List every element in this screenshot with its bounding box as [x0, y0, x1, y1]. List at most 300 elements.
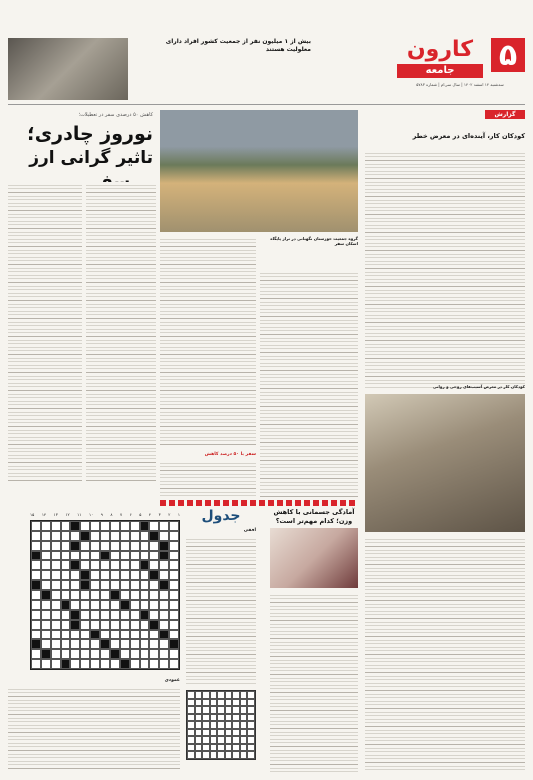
sudoku-cell[interactable]: [225, 751, 233, 759]
sudoku-cell[interactable]: [247, 691, 255, 699]
crossword-cell[interactable]: [100, 590, 110, 600]
sudoku-cell[interactable]: [187, 744, 195, 752]
crossword-cell[interactable]: [51, 610, 61, 620]
crossword-cell[interactable]: [51, 560, 61, 570]
crossword-cell[interactable]: [51, 570, 61, 580]
crossword-cell[interactable]: [100, 610, 110, 620]
sudoku-cell[interactable]: [232, 751, 240, 759]
issue-line: سه‌شنبه ۱۴ اسفند ۱۴۰۲ | سال سی‌ام | شماره ۵۷۸۳: [416, 82, 504, 87]
crossword-cell[interactable]: [149, 659, 159, 669]
sudoku-cell[interactable]: [187, 721, 195, 729]
crossword-cell[interactable]: [70, 659, 80, 669]
sudoku-cell[interactable]: [195, 714, 203, 722]
crossword-cell[interactable]: [61, 620, 71, 630]
crossword-cell[interactable]: [51, 620, 61, 630]
crossword-cell[interactable]: [130, 630, 140, 640]
crossword-cell[interactable]: [80, 630, 90, 640]
crossword-cell[interactable]: [110, 659, 120, 669]
crossword-cell[interactable]: [61, 590, 71, 600]
sudoku-cell[interactable]: [195, 721, 203, 729]
sudoku-cell[interactable]: [247, 721, 255, 729]
sudoku-cell[interactable]: [217, 699, 225, 707]
crossword-cell[interactable]: [100, 600, 110, 610]
crossword-cell[interactable]: [100, 560, 110, 570]
sudoku-cell[interactable]: [217, 744, 225, 752]
crossword-block: [169, 639, 179, 649]
sudoku-cell[interactable]: [240, 714, 248, 722]
sudoku-cell[interactable]: [240, 736, 248, 744]
crossword-cell[interactable]: [149, 521, 159, 531]
sudoku-cell[interactable]: [247, 744, 255, 752]
sudoku-cell[interactable]: [225, 714, 233, 722]
crossword-cell[interactable]: [80, 610, 90, 620]
crossword-cell[interactable]: [159, 521, 169, 531]
sudoku-cell[interactable]: [240, 699, 248, 707]
crossword-cell[interactable]: [130, 590, 140, 600]
crossword-cell[interactable]: [120, 590, 130, 600]
sudoku-cell[interactable]: [195, 729, 203, 737]
sudoku-cell[interactable]: [232, 699, 240, 707]
sudoku-cell[interactable]: [247, 699, 255, 707]
sudoku-cell[interactable]: [232, 706, 240, 714]
crossword-cell[interactable]: [110, 580, 120, 590]
crossword-cell[interactable]: [90, 649, 100, 659]
crossword-block: [140, 610, 150, 620]
sudoku-cell[interactable]: [240, 691, 248, 699]
crossword-cell[interactable]: [100, 580, 110, 590]
crossword-cell[interactable]: [31, 649, 41, 659]
crossword-cell[interactable]: [80, 600, 90, 610]
sudoku-cell[interactable]: [247, 729, 255, 737]
crossword-block: [61, 659, 71, 669]
crossword-cell[interactable]: [120, 620, 130, 630]
crossword-cell[interactable]: [51, 580, 61, 590]
sudoku-cell[interactable]: [217, 729, 225, 737]
sudoku-cell[interactable]: [202, 751, 210, 759]
sudoku-cell[interactable]: [210, 744, 218, 752]
crossword-cell[interactable]: [41, 610, 51, 620]
crossword-block: [149, 620, 159, 630]
crossword-cell[interactable]: [100, 541, 110, 551]
crossword-cell[interactable]: [80, 541, 90, 551]
crossword-cell[interactable]: [110, 560, 120, 570]
crossword-cell[interactable]: [70, 590, 80, 600]
sudoku-cell[interactable]: [240, 751, 248, 759]
sudoku-cell[interactable]: [210, 714, 218, 722]
crossword-cell[interactable]: [100, 620, 110, 630]
sudoku-cell[interactable]: [210, 699, 218, 707]
crossword-cell[interactable]: [51, 541, 61, 551]
crossword-cell[interactable]: [140, 551, 150, 561]
crossword-cell[interactable]: [61, 521, 71, 531]
crossword-cell[interactable]: [159, 570, 169, 580]
crossword-cell[interactable]: [70, 531, 80, 541]
sudoku-cell[interactable]: [187, 706, 195, 714]
sudoku-cell[interactable]: [232, 691, 240, 699]
crossword-cell[interactable]: [110, 630, 120, 640]
crossword-cell[interactable]: [100, 630, 110, 640]
crossword-cell[interactable]: [149, 610, 159, 620]
sudoku-cell[interactable]: [225, 691, 233, 699]
crossword-cell[interactable]: [80, 521, 90, 531]
sudoku-cell[interactable]: [217, 736, 225, 744]
crossword-cell[interactable]: [169, 560, 179, 570]
crossword-cell[interactable]: [31, 541, 41, 551]
crossword-cell[interactable]: [80, 659, 90, 669]
crossword-cell[interactable]: [140, 639, 150, 649]
sudoku-cell[interactable]: [232, 736, 240, 744]
crossword-block: [80, 531, 90, 541]
crossword-cell[interactable]: [31, 590, 41, 600]
crossword-cell[interactable]: [110, 639, 120, 649]
crossword-cell[interactable]: [61, 531, 71, 541]
crossword-cell[interactable]: [130, 570, 140, 580]
crossword-cell[interactable]: [31, 521, 41, 531]
crossword-cell[interactable]: [169, 630, 179, 640]
side-story-body: [270, 592, 358, 772]
sudoku-cell[interactable]: [247, 736, 255, 744]
crossword-cell[interactable]: [169, 531, 179, 541]
crossword-cell[interactable]: [130, 600, 140, 610]
crossword-cell[interactable]: [130, 620, 140, 630]
side-story-banner: [160, 500, 358, 506]
sudoku-cell[interactable]: [247, 714, 255, 722]
sudoku-cell[interactable]: [187, 736, 195, 744]
top-story-body: [141, 50, 311, 100]
sudoku-cell[interactable]: [247, 751, 255, 759]
crossword-cell[interactable]: [110, 521, 120, 531]
crossword-cell[interactable]: [120, 570, 130, 580]
sudoku-cell[interactable]: [195, 736, 203, 744]
crossword-cell[interactable]: [100, 531, 110, 541]
crossword-cell[interactable]: [110, 531, 120, 541]
crossword-cell[interactable]: [149, 580, 159, 590]
crossword-cell[interactable]: [169, 620, 179, 630]
crossword-cell[interactable]: [110, 570, 120, 580]
crossword-cell[interactable]: [70, 639, 80, 649]
crossword-across-label: افقی: [243, 528, 256, 533]
sudoku-cell[interactable]: [187, 691, 195, 699]
sudoku-cell[interactable]: [202, 744, 210, 752]
crossword-cell[interactable]: [90, 531, 100, 541]
crossword-cell[interactable]: [51, 659, 61, 669]
crossword-cell[interactable]: [70, 570, 80, 580]
sudoku-cell[interactable]: [202, 736, 210, 744]
crossword-cell[interactable]: [31, 531, 41, 541]
sudoku-cell[interactable]: [195, 691, 203, 699]
crossword-cell[interactable]: [130, 560, 140, 570]
crossword-cell[interactable]: [120, 639, 130, 649]
sudoku-cell[interactable]: [195, 706, 203, 714]
sudoku-cell[interactable]: [202, 721, 210, 729]
crossword-cell[interactable]: [149, 639, 159, 649]
crossword-cell[interactable]: [159, 590, 169, 600]
sudoku-cell[interactable]: [210, 729, 218, 737]
crossword-cell[interactable]: [90, 580, 100, 590]
crossword-cell[interactable]: [41, 580, 51, 590]
crossword-cell[interactable]: [31, 560, 41, 570]
crossword-cell[interactable]: [130, 551, 140, 561]
sudoku-cell[interactable]: [210, 706, 218, 714]
crossword-cell[interactable]: [31, 620, 41, 630]
sudoku-cell[interactable]: [225, 729, 233, 737]
crossword-cell[interactable]: [80, 560, 90, 570]
crossword-cell[interactable]: [100, 521, 110, 531]
crossword-cell[interactable]: [149, 541, 159, 551]
crossword-cell[interactable]: [70, 551, 80, 561]
crossword-cell[interactable]: [31, 659, 41, 669]
crossword-cell[interactable]: [110, 551, 120, 561]
crossword-cell[interactable]: [51, 649, 61, 659]
crossword-cell[interactable]: [130, 541, 140, 551]
crossword-cell[interactable]: [110, 541, 120, 551]
crossword-cell[interactable]: [51, 639, 61, 649]
crossword-cell[interactable]: [61, 541, 71, 551]
crossword-cell[interactable]: [70, 630, 80, 640]
crossword-block: [80, 580, 90, 590]
crossword-block: [80, 570, 90, 580]
sudoku-cell[interactable]: [247, 706, 255, 714]
crossword-block: [159, 541, 169, 551]
crossword-cell[interactable]: [169, 610, 179, 620]
crossword-column-number: ۹: [100, 512, 103, 517]
crossword-cell[interactable]: [149, 649, 159, 659]
crossword-cell[interactable]: [80, 590, 90, 600]
crossword-cell[interactable]: [80, 649, 90, 659]
sudoku-cell[interactable]: [232, 729, 240, 737]
sudoku-cell[interactable]: [202, 706, 210, 714]
crossword-grid[interactable]: [30, 520, 180, 670]
crossword-block: [159, 630, 169, 640]
crossword-title: جدول: [201, 508, 241, 524]
crossword-cell[interactable]: [41, 541, 51, 551]
sudoku-cell[interactable]: [232, 744, 240, 752]
crossword-cell[interactable]: [140, 620, 150, 630]
crossword-cell[interactable]: [120, 610, 130, 620]
sudoku-grid[interactable]: [186, 690, 256, 760]
sudoku-cell[interactable]: [202, 714, 210, 722]
crossword-cell[interactable]: [41, 551, 51, 561]
crossword-cell[interactable]: [149, 630, 159, 640]
crossword-cell[interactable]: [70, 580, 80, 590]
crossword-cell[interactable]: [41, 659, 51, 669]
crossword-cell[interactable]: [41, 630, 51, 640]
crossword-cell[interactable]: [41, 521, 51, 531]
crossword-block: [90, 630, 100, 640]
crossword-cell[interactable]: [51, 551, 61, 561]
crossword-cell[interactable]: [120, 521, 130, 531]
crossword-cell[interactable]: [169, 551, 179, 561]
sudoku-cell[interactable]: [187, 714, 195, 722]
crossword-cell[interactable]: [90, 521, 100, 531]
crossword-cell[interactable]: [31, 610, 41, 620]
crossword-cell[interactable]: [159, 649, 169, 659]
crossword-cell[interactable]: [31, 570, 41, 580]
crossword-block: [120, 600, 130, 610]
crossword-cell[interactable]: [120, 580, 130, 590]
crossword-cell[interactable]: [80, 639, 90, 649]
crossword-cell[interactable]: [80, 551, 90, 561]
crossword-cell[interactable]: [140, 600, 150, 610]
sudoku-cell[interactable]: [217, 706, 225, 714]
crossword-cell[interactable]: [90, 600, 100, 610]
crossword-cell[interactable]: [140, 630, 150, 640]
crossword-cell[interactable]: [41, 620, 51, 630]
crossword-cell[interactable]: [90, 590, 100, 600]
crossword-cell[interactable]: [61, 639, 71, 649]
crossword-cell[interactable]: [120, 541, 130, 551]
sudoku-cell[interactable]: [225, 744, 233, 752]
crossword-cell[interactable]: [120, 560, 130, 570]
crossword-cell[interactable]: [100, 659, 110, 669]
crossword-cell[interactable]: [100, 649, 110, 659]
crossword-cell[interactable]: [130, 521, 140, 531]
crossword-cell[interactable]: [140, 570, 150, 580]
sudoku-cell[interactable]: [217, 691, 225, 699]
crossword-cell[interactable]: [149, 551, 159, 561]
crossword-block: [159, 580, 169, 590]
crossword-cell[interactable]: [159, 639, 169, 649]
sudoku-cell[interactable]: [210, 751, 218, 759]
sudoku-cell[interactable]: [195, 751, 203, 759]
crossword-cell[interactable]: [140, 580, 150, 590]
crossword-cell[interactable]: [140, 659, 150, 669]
crossword-cell[interactable]: [169, 659, 179, 669]
crossword-cell[interactable]: [90, 551, 100, 561]
sudoku-cell[interactable]: [225, 721, 233, 729]
crossword-numbers: [30, 512, 180, 520]
crossword-cell[interactable]: [159, 659, 169, 669]
sudoku-cell[interactable]: [232, 721, 240, 729]
crossword-cell[interactable]: [41, 639, 51, 649]
crossword-cell[interactable]: [51, 521, 61, 531]
sudoku-cell[interactable]: [225, 699, 233, 707]
crossword-cell[interactable]: [51, 630, 61, 640]
crossword-cell[interactable]: [41, 560, 51, 570]
sudoku-cell[interactable]: [240, 721, 248, 729]
crossword-cell[interactable]: [169, 649, 179, 659]
crossword-cell[interactable]: [130, 610, 140, 620]
crossword-cell[interactable]: [140, 590, 150, 600]
sudoku-cell[interactable]: [187, 751, 195, 759]
crossword-cell[interactable]: [130, 531, 140, 541]
crossword-cell[interactable]: [120, 531, 130, 541]
crossword-cell[interactable]: [140, 531, 150, 541]
sudoku-cell[interactable]: [240, 744, 248, 752]
crossword-cell[interactable]: [130, 580, 140, 590]
sudoku-cell[interactable]: [240, 729, 248, 737]
crossword-cell[interactable]: [90, 570, 100, 580]
crossword-cell[interactable]: [70, 649, 80, 659]
crossword-column-number: ۱۲: [65, 512, 70, 517]
crossword-cell[interactable]: [70, 600, 80, 610]
crossword-cell[interactable]: [90, 639, 100, 649]
crossword-cell[interactable]: [100, 570, 110, 580]
main-story-title-line2: تاثیر گرانی ارز: [29, 148, 153, 168]
sudoku-cell[interactable]: [217, 721, 225, 729]
sudoku-cell[interactable]: [210, 691, 218, 699]
crossword-cell[interactable]: [31, 600, 41, 610]
crossword-cell[interactable]: [110, 620, 120, 630]
crossword-cell[interactable]: [80, 620, 90, 630]
sudoku-cell[interactable]: [202, 729, 210, 737]
sudoku-cell[interactable]: [210, 736, 218, 744]
crossword-cell[interactable]: [169, 600, 179, 610]
sudoku-cell[interactable]: [217, 751, 225, 759]
crossword-block: [31, 580, 41, 590]
crossword-cell[interactable]: [120, 649, 130, 659]
crossword-cell[interactable]: [61, 551, 71, 561]
crossword-cell[interactable]: [149, 590, 159, 600]
crossword-cell[interactable]: [120, 551, 130, 561]
sudoku-cell[interactable]: [232, 714, 240, 722]
crossword-block: [159, 551, 169, 561]
crossword-cell[interactable]: [159, 600, 169, 610]
crossword-cell[interactable]: [169, 521, 179, 531]
crossword-cell[interactable]: [90, 610, 100, 620]
crossword-cell[interactable]: [90, 659, 100, 669]
crossword-cell[interactable]: [110, 610, 120, 620]
sudoku-cell[interactable]: [195, 699, 203, 707]
crossword-cell[interactable]: [61, 570, 71, 580]
sudoku-cell[interactable]: [202, 691, 210, 699]
crossword-cell[interactable]: [169, 570, 179, 580]
sudoku-cell[interactable]: [195, 744, 203, 752]
side-story-photo: [270, 528, 358, 588]
crossword-cell[interactable]: [41, 531, 51, 541]
sudoku-cell[interactable]: [187, 699, 195, 707]
crossword-cell[interactable]: [130, 659, 140, 669]
crossword-cell[interactable]: [159, 560, 169, 570]
crossword-cell[interactable]: [130, 649, 140, 659]
crossword-cell[interactable]: [41, 570, 51, 580]
crossword-cell[interactable]: [159, 610, 169, 620]
crossword-cell[interactable]: [61, 649, 71, 659]
crossword-cell[interactable]: [140, 541, 150, 551]
sudoku-cell[interactable]: [225, 706, 233, 714]
crossword-cell[interactable]: [51, 590, 61, 600]
crossword-cell[interactable]: [31, 630, 41, 640]
sudoku-cell[interactable]: [217, 714, 225, 722]
sudoku-cell[interactable]: [187, 729, 195, 737]
sudoku-cell[interactable]: [225, 736, 233, 744]
crossword-cell[interactable]: [169, 541, 179, 551]
crossword-cell[interactable]: [159, 531, 169, 541]
crossword-cell[interactable]: [149, 560, 159, 570]
crossword-cell[interactable]: [51, 600, 61, 610]
crossword-cell[interactable]: [130, 639, 140, 649]
crossword-cell[interactable]: [159, 620, 169, 630]
crossword-cell[interactable]: [61, 560, 71, 570]
crossword-cell[interactable]: [61, 580, 71, 590]
crossword-cell[interactable]: [140, 649, 150, 659]
crossword-cell[interactable]: [120, 630, 130, 640]
crossword-cell[interactable]: [90, 620, 100, 630]
sudoku-cell[interactable]: [240, 706, 248, 714]
crossword-cell[interactable]: [110, 600, 120, 610]
crossword-cell[interactable]: [169, 590, 179, 600]
sudoku-cell[interactable]: [202, 699, 210, 707]
crossword-cell[interactable]: [169, 580, 179, 590]
crossword-cell[interactable]: [61, 610, 71, 620]
crossword-cell[interactable]: [90, 560, 100, 570]
sudoku-cell[interactable]: [210, 721, 218, 729]
crossword-cell[interactable]: [90, 541, 100, 551]
crossword-cell[interactable]: [51, 531, 61, 541]
crossword-cell[interactable]: [41, 600, 51, 610]
crossword-cell[interactable]: [149, 600, 159, 610]
crossword-cell[interactable]: [61, 630, 71, 640]
